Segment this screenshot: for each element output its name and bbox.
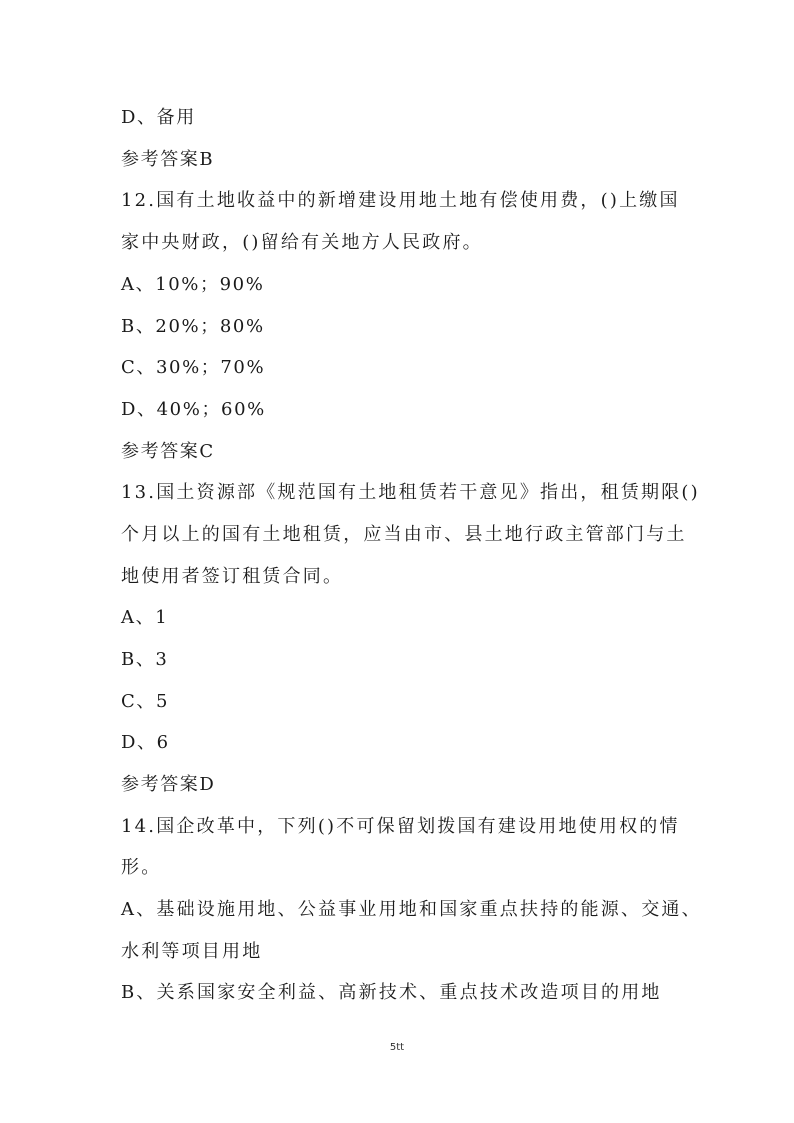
q12-question-line-2: 家中央财政，()留给有关地方人民政府。 (121, 232, 483, 253)
q11-option-d: D、备用 (121, 107, 196, 128)
q13-option-a: A、1 (121, 607, 169, 628)
q12-option-c: C、30%；70% (121, 357, 266, 378)
q14-option-b: B、关系国家安全利益、高新技术、重点技术改造项目的用地 (121, 982, 662, 1003)
q13-option-c: C、5 (121, 691, 170, 712)
q13-option-b: B、3 (121, 649, 169, 670)
q11-answer: 参考答案B (121, 149, 215, 170)
q12-answer: 参考答案C (121, 441, 215, 462)
q13-question-line-1: 13.国土资源部《规范国有土地租赁若干意见》指出，租赁期限() (121, 482, 700, 503)
page-number: 5tt (389, 1042, 405, 1053)
q14-question-line-2: 形。 (121, 857, 162, 878)
q14-question-line-1: 14.国企改革中，下列()不可保留划拨国有建设用地使用权的情 (121, 816, 680, 837)
q13-option-d: D、6 (121, 732, 170, 753)
q13-answer: 参考答案D (121, 774, 216, 795)
q12-question-line-1: 12.国有土地收益中的新增建设用地土地有偿使用费，()上缴国 (121, 190, 680, 211)
q13-question-line-3: 地使用者签订租赁合同。 (121, 566, 344, 587)
q13-question-line-2: 个月以上的国有土地租赁，应当由市、县土地行政主管部门与土 (121, 524, 687, 545)
q12-option-b: B、20%；80% (121, 316, 265, 337)
q14-option-a-line-2: 水利等项目用地 (121, 941, 263, 962)
q14-option-a-line-1: A、基础设施用地、公益事业用地和国家重点扶持的能源、交通、 (121, 899, 702, 920)
q12-option-d: D、40%；60% (121, 399, 266, 420)
q12-option-a: A、10%；90% (121, 274, 265, 295)
